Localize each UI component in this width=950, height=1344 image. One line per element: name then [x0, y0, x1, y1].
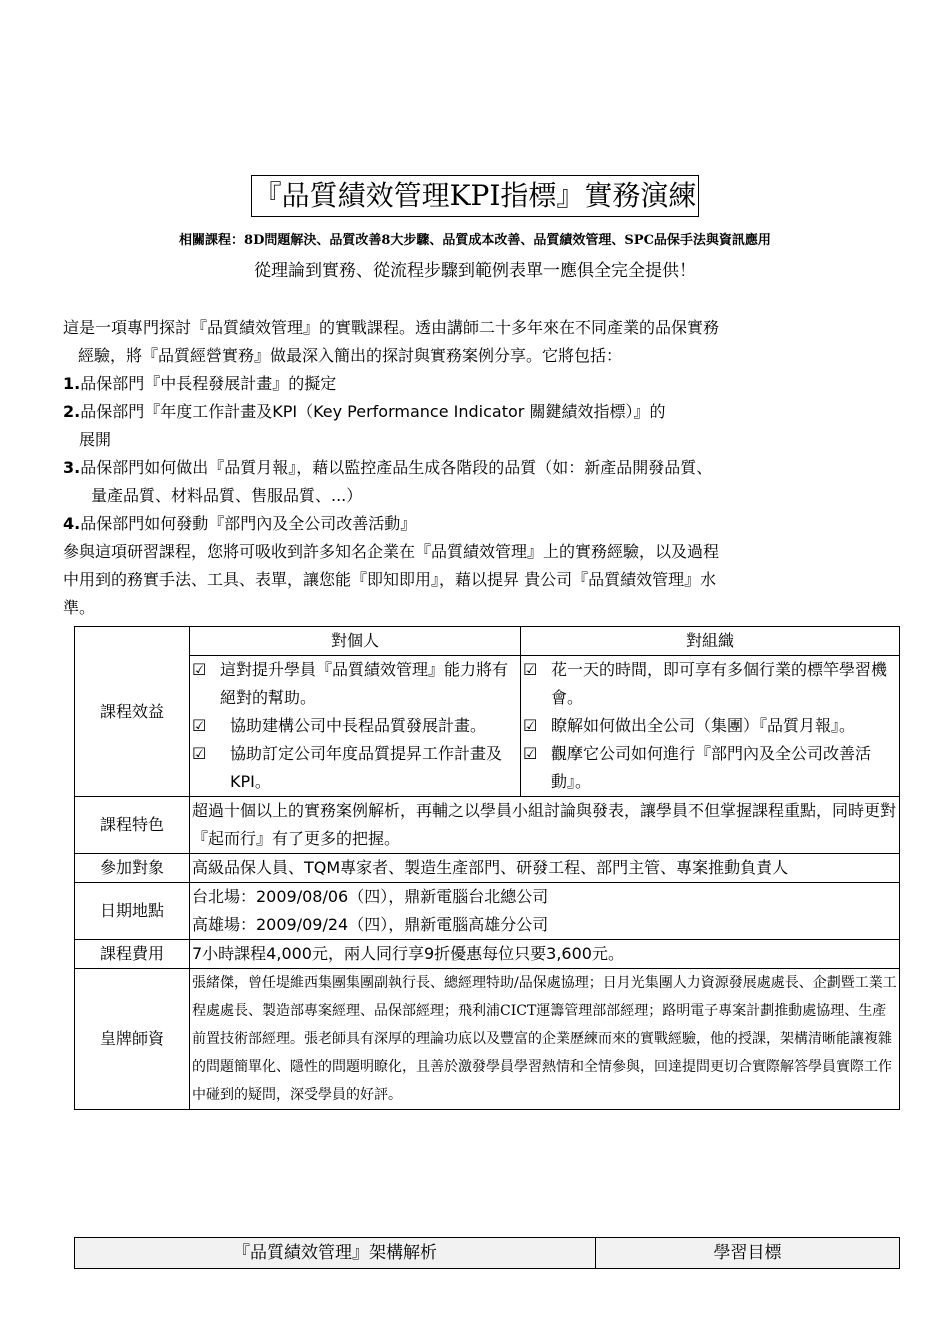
fee-text: 7小時課程4,000元，兩人同行享9折優惠每位只要3,600元。 — [190, 940, 900, 969]
benefit-text: 協助建構公司中長程品質發展計畫。 — [230, 716, 487, 735]
structure-analysis-header: 『品質績效管理』架構解析 — [75, 1238, 596, 1269]
list-item — [63, 398, 873, 426]
col-org-header: 對組織 — [521, 627, 900, 656]
checklist-item — [192, 656, 518, 712]
checkbox-icon: ☑ — [192, 660, 207, 679]
checkbox-icon: ☑ — [192, 744, 207, 763]
closing-line: 中用到的務實手法、工具、表單，讓您能『即知即用』，藉以提昇 貴公司『品質績效管理』水 — [63, 570, 717, 589]
benefit-text: 花一天的時間，即可享有多個行業的標竿學習機會。 — [551, 660, 888, 707]
date-label: 日期地點 — [75, 883, 190, 940]
audience-text: 高級品保人員、TQM專家者、製造生產部門、研發工程、部門主管、專案推動負責人 — [190, 854, 900, 883]
checkbox-icon: ☑ — [523, 744, 538, 763]
checkbox-icon: ☑ — [192, 716, 207, 735]
intro-line: 這是一項專門探討『品質績效管理』的實戰課程。透由講師二十多年來在不同產業的品保實務 — [63, 318, 720, 337]
title-wrap — [0, 175, 950, 217]
col-personal-header: 對個人 — [190, 627, 521, 656]
fee-label: 課程費用 — [75, 940, 190, 969]
list-text: 品保部門如何做出『品質月報』，藉以監控產品生成各階段的品質（如：新產品開發品質、 — [80, 458, 713, 477]
features-text: 超過十個以上的實務案例解析，再輔之以學員小組討論與發表，讓學員不但掌握課程重點，同時更對『起而行』有了更多的把握。 — [190, 797, 900, 854]
benefit-text: 瞭解如何做出全公司（集團）『品質月報』。 — [551, 716, 856, 735]
checklist-item — [523, 712, 897, 740]
audience-label: 參加對象 — [75, 854, 190, 883]
structure-table-header — [74, 1237, 900, 1269]
list-text: 品保部門『年度工作計畫及KPI（Key Performance Indicator 關鍵績效指標）』的 — [80, 402, 666, 421]
related-courses: 相關課程：8D問題解決、品質改善8大步驟、品質成本改善、品質績效管理、SPC品保手法與資訊應用 — [179, 233, 771, 248]
benefit-text: 協助訂定公司年度品質提昇工作計畫及KPI。 — [230, 744, 503, 791]
checklist-item — [523, 740, 897, 796]
list-number: 4. — [63, 514, 81, 533]
table-row — [75, 627, 900, 656]
benefit-text: 觀摩它公司如何進行『部門內及全公司改善活動』。 — [551, 744, 872, 791]
table-row — [75, 656, 900, 797]
checkbox-icon: ☑ — [523, 660, 538, 679]
list-text-cont: 量產品質、材料品質、售服品質、...） — [91, 486, 363, 505]
list-number: 1. — [63, 374, 81, 393]
slogan: 從理論到實務、從流程步驟到範例表單一應俱全完全提供！ — [254, 261, 696, 281]
teacher-bio: 張緒傑，曾任堤維西集團集團副執行長、總經理特助/品保處協理；日月光集團人力資源發展處處長、企劃暨工業工程處處長、製造部專案經理、品保部經理；飛利浦CICT運籌管理部部經理；路明電子專案計劃推動處協理、生產前置技術部經理。張老師具有深厚的理論功底以及豐富的企業歷練而來的實戰經驗，他的授課，架構清晰能讓複雜的問題簡單化、隱性的問題明瞭化，且善於激發學員學習熱情和全情參與，回達提問更切合實際解答學員實際工作中碰到的疑問，深受學員的好評。 — [190, 969, 900, 1110]
list-number: 2. — [63, 402, 81, 421]
date-kaohsiung: 高雄場：2009/09/24（四），鼎新電腦高雄分公司 — [192, 915, 549, 934]
checklist-item — [192, 740, 518, 796]
table-row — [75, 1238, 900, 1269]
learning-goals-header: 學習目標 — [596, 1238, 900, 1269]
date-taipei: 台北場：2009/08/06（四），鼎新電腦台北總公司 — [192, 887, 549, 906]
list-number: 3. — [63, 458, 81, 477]
table-row — [75, 940, 900, 969]
closing-line: 準。 — [63, 598, 96, 617]
date-cell — [190, 883, 900, 940]
course-info-table — [74, 626, 900, 1110]
personal-benefits-cell — [190, 656, 521, 797]
list-item — [63, 454, 873, 482]
features-label: 課程特色 — [75, 797, 190, 854]
list-text: 品保部門如何發動『部門內及全公司改善活動』 — [80, 514, 417, 533]
table-row — [75, 797, 900, 854]
checklist-item — [523, 656, 897, 712]
benefit-label: 課程效益 — [75, 627, 190, 797]
intro-section — [63, 314, 873, 622]
list-item — [63, 370, 873, 398]
teacher-label: 皇牌師資 — [75, 969, 190, 1110]
intro-line: 經驗，將『品質經營實務』做最深入簡出的探討與實務案例分享。它將包括： — [78, 346, 623, 365]
list-item — [63, 510, 873, 538]
org-benefits-cell — [521, 656, 900, 797]
table-row — [75, 854, 900, 883]
table-row — [75, 883, 900, 940]
closing-line: 參與這項研習課程，您將可吸收到許多知名企業在『品質績效管理』上的實務經驗，以及過程 — [63, 542, 720, 561]
benefit-text: 這對提升學員『品質績效管理』能力將有絕對的幫助。 — [220, 660, 509, 707]
checkbox-icon: ☑ — [523, 716, 538, 735]
page-title: 『品質績效管理KPI指標』實務演練 — [251, 175, 700, 217]
table-row — [75, 969, 900, 1110]
list-text-cont: 展開 — [79, 430, 112, 449]
list-text: 品保部門『中長程發展計畫』的擬定 — [80, 374, 337, 393]
checklist-item — [192, 712, 518, 740]
